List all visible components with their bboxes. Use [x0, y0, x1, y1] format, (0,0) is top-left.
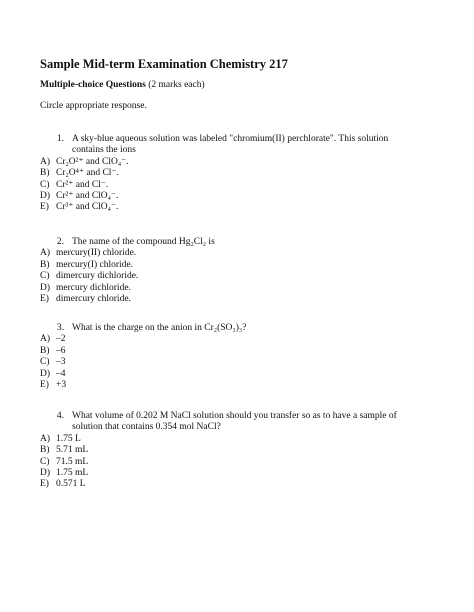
- option-b[interactable]: [40, 445, 460, 456]
- option-e[interactable]: [40, 294, 440, 305]
- option-letter: D): [40, 282, 51, 293]
- question-number: 4.: [56, 411, 64, 421]
- question-text: [72, 411, 460, 434]
- option-text: 71.5 mL: [56, 456, 89, 467]
- option-text: 0.571 L: [56, 479, 86, 490]
- question-text-line: contains the ions: [72, 145, 136, 156]
- option-text: 1.75 mL: [56, 467, 89, 478]
- option-c[interactable]: [40, 271, 440, 282]
- option-a[interactable]: [40, 334, 440, 345]
- option-e[interactable]: [40, 479, 460, 490]
- option-c[interactable]: [40, 457, 460, 468]
- option-text: Cr³⁺ and ClO₄⁻.: [56, 202, 119, 213]
- option-b[interactable]: [40, 346, 440, 357]
- option-text: Cr₂O⁴⁺ and Cl⁻.: [56, 168, 119, 179]
- option-letter: C): [40, 179, 50, 190]
- question-number: 1.: [56, 134, 64, 144]
- question-text-line: A sky-blue aqueous solution was labeled "chromium(II) perchlorate". This solution: [72, 134, 389, 144]
- page-title: Sample Mid-term Examination Chemistry 217: [40, 57, 288, 71]
- option-text: mercury(I) chloride.: [56, 259, 134, 270]
- option-letter: D): [40, 368, 51, 379]
- option-letter: C): [40, 271, 50, 282]
- option-text: –6: [56, 345, 66, 356]
- option-letter: B): [40, 168, 50, 179]
- option-d[interactable]: [40, 191, 440, 202]
- option-c[interactable]: [40, 180, 440, 191]
- option-letter: B): [40, 259, 50, 270]
- option-a[interactable]: [40, 157, 440, 168]
- option-list: [40, 334, 440, 391]
- option-letter: E): [40, 293, 49, 304]
- option-text: –2: [56, 334, 66, 345]
- option-letter: D): [40, 467, 51, 478]
- option-letter: B): [40, 345, 50, 356]
- question-1: [40, 134, 440, 214]
- option-a[interactable]: [40, 248, 440, 259]
- option-letter: C): [40, 456, 50, 467]
- option-text: Cr₂O²⁺ and ClO₄⁻.: [56, 156, 129, 167]
- option-d[interactable]: [40, 283, 440, 294]
- section-heading-note: (2 marks each): [148, 80, 205, 90]
- option-text: dimercury dichloride.: [56, 271, 139, 282]
- option-text: mercury dichloride.: [56, 282, 131, 293]
- option-letter: C): [40, 357, 50, 368]
- question-text: [72, 134, 440, 157]
- option-list: [40, 434, 460, 491]
- option-letter: E): [40, 202, 49, 213]
- question-number: 2.: [56, 237, 64, 247]
- option-letter: D): [40, 190, 51, 201]
- option-letter: A): [40, 433, 51, 444]
- question-text-line: What volume of 0.202 M NaCl solution should you transfer so as to have a sample of: [72, 411, 397, 421]
- question-4: [40, 411, 460, 491]
- option-text: +3: [56, 379, 67, 390]
- option-text: Cr²⁺ and Cl⁻.: [56, 179, 109, 190]
- option-text: Cr²⁺ and ClO₄⁻.: [56, 190, 119, 201]
- option-letter: A): [40, 248, 51, 259]
- option-list: [40, 157, 440, 214]
- option-text: dimercury chloride.: [56, 293, 131, 304]
- option-text: –3: [56, 357, 66, 368]
- option-b[interactable]: [40, 168, 440, 179]
- option-a[interactable]: [40, 434, 460, 445]
- question-text: What is the charge on the anion in Cr₂(SO₃)₃?: [72, 323, 247, 333]
- option-text: –4: [56, 368, 66, 379]
- option-text: 5.71 mL: [56, 445, 89, 456]
- section-heading: [40, 80, 205, 90]
- question-text-line: solution that contains 0.354 mol NaCl?: [72, 422, 221, 433]
- option-letter: E): [40, 379, 49, 390]
- option-e[interactable]: [40, 202, 440, 213]
- question-3: [40, 323, 440, 391]
- question-text: The name of the compound Hg₂Cl₂ is: [72, 237, 215, 247]
- question-number: 3.: [56, 323, 64, 333]
- option-e[interactable]: [40, 380, 440, 391]
- section-heading-label: Multiple-choice Questions: [40, 80, 146, 90]
- option-c[interactable]: [40, 357, 440, 368]
- option-letter: B): [40, 445, 50, 456]
- option-b[interactable]: [40, 260, 440, 271]
- option-letter: A): [40, 156, 51, 167]
- option-d[interactable]: [40, 468, 460, 479]
- option-d[interactable]: [40, 369, 440, 380]
- option-letter: E): [40, 479, 49, 490]
- option-letter: A): [40, 334, 51, 345]
- option-text: 1.75 L: [56, 433, 81, 444]
- question-2: [40, 237, 440, 305]
- option-text: mercury(II) chloride.: [56, 248, 137, 259]
- instruction-text: Circle appropriate response.: [40, 101, 147, 111]
- option-list: [40, 248, 440, 305]
